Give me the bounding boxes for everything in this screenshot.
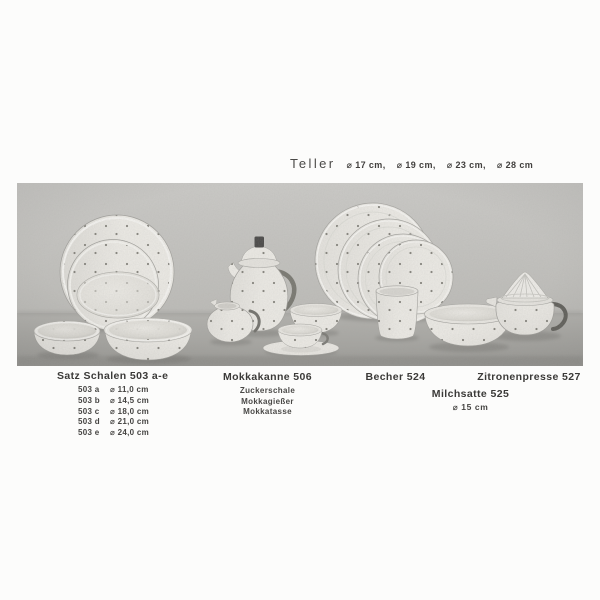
product-photograph	[17, 183, 583, 366]
caption-milchsatte	[418, 389, 523, 413]
item-code: 503 a	[78, 385, 100, 394]
plate-sizes-header	[290, 156, 533, 171]
item-size: ⌀ 18,0 cm	[110, 406, 150, 416]
catalog-photo	[17, 183, 583, 366]
mokkakanne-title: Mokkakanne 506	[222, 371, 313, 383]
caption-zitronenpresse	[468, 372, 590, 383]
item-code: 503 c	[78, 406, 100, 416]
subitem-mokkagiesser: Mokkagießer	[241, 396, 294, 406]
milchsatte-size: ⌀ 15 cm	[452, 402, 489, 412]
plate-size-28: ⌀ 28 cm	[496, 160, 534, 170]
milchsatte-title: Milchsatte 525	[431, 388, 510, 400]
plate-size-23: ⌀ 23 cm,	[446, 160, 486, 170]
item-code: 503 b	[78, 395, 100, 405]
photo-grain-overlay	[17, 183, 583, 366]
mokkakanne-subitems	[195, 386, 340, 418]
subitem-mokkatasse: Mokkatasse	[243, 407, 292, 416]
item-size: ⌀ 14,5 cm	[110, 395, 150, 405]
item-code: 503 d	[78, 417, 100, 427]
subitem-zuckerschale: Zuckerschale	[239, 386, 296, 395]
size-list-row	[78, 428, 225, 439]
plate-size-19: ⌀ 19 cm,	[396, 160, 436, 170]
caption-becher	[348, 372, 443, 383]
item-size: ⌀ 21,0 cm	[110, 417, 150, 427]
size-list-row	[78, 417, 225, 428]
zitronenpresse-title: Zitronenpresse 527	[477, 371, 581, 383]
schalen-title: Satz Schalen 503 a-e	[57, 370, 169, 382]
becher-title: Becher 524	[365, 371, 426, 383]
caption-mokkakanne	[195, 372, 340, 418]
plate-size-17: ⌀ 17 cm,	[346, 160, 386, 170]
item-code: 503 e	[78, 428, 100, 438]
item-size: ⌀ 11,0 cm	[110, 385, 149, 394]
teller-label: Teller	[290, 156, 336, 171]
item-size: ⌀ 24,0 cm	[110, 428, 150, 438]
